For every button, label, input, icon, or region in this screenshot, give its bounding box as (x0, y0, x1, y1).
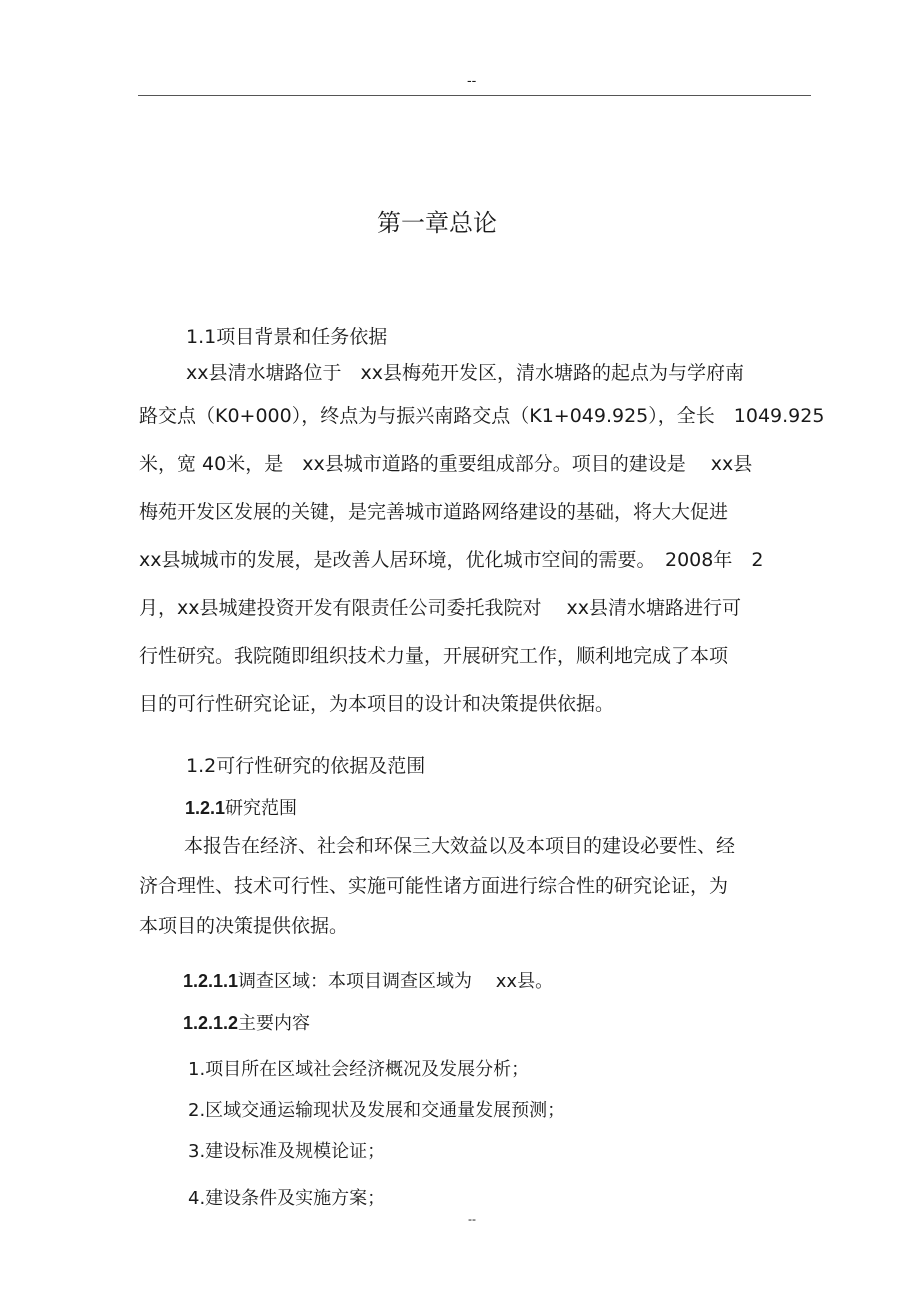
subsection-number: 1.2.1.1 (183, 971, 239, 991)
subsection-1-2-1 (185, 794, 297, 820)
list-item: 1.项目所在区域社会经济概况及发展分析； (188, 1059, 530, 1080)
paragraph-line: xx县城城市的发展，是改善人居环境，优化城市空间的需要。 2008年 2 (139, 549, 764, 571)
list-item: 2.区域交通运输现状及发展和交通量发展预测； (188, 1100, 566, 1121)
paragraph-line: 济合理性、技术可行性、实施可能性诸方面进行综合性的研究论证，为 (139, 875, 729, 897)
paragraph-line: xx县清水塘路位于 xx县梅苑开发区，清水塘路的起点为与学府南 (186, 362, 744, 384)
paragraph-line: 月，xx县城建投资开发有限责任公司委托我院对 xx县清水塘路进行可 (139, 597, 742, 619)
list-item: 3.建设标准及规模论证； (188, 1141, 386, 1162)
chapter-title: 第一章总论 (377, 209, 497, 237)
subsection-number: 1.2.1.2 (183, 1013, 239, 1033)
subsection-1-2-1-1 (183, 967, 553, 993)
header-mark: -- (467, 72, 477, 88)
section-1-1-heading: 1.1项目背景和任务依据 (186, 326, 388, 348)
paragraph-line: 路交点（K0+000），终点为与振兴南路交点（K1+049.925），全长 1049.925 (139, 405, 825, 427)
paragraph-line: 本项目的决策提供依据。 (139, 915, 349, 937)
subsection-label: 研究范围 (225, 798, 298, 819)
subsection-label: 主要内容 (238, 1013, 311, 1034)
paragraph-line: 梅苑开发区发展的关键，是完善城市道路网络建设的基础，将大大促进 (139, 501, 729, 523)
paragraph-line: 米，宽 40米，是 xx县城市道路的重要组成部分。项目的建设是 xx县 (139, 453, 753, 475)
list-item: 4.建设条件及实施方案； (188, 1188, 386, 1209)
subsection-label: 调查区域：本项目调查区域为 xx县。 (238, 971, 554, 992)
footer-mark: -- (468, 1212, 476, 1226)
section-1-2-heading: 1.2可行性研究的依据及范围 (186, 755, 426, 777)
subsection-1-2-1-2 (183, 1009, 310, 1035)
paragraph-line: 目的可行性研究论证，为本项目的设计和决策提供依据。 (139, 693, 615, 715)
paragraph-line: 本报告在经济、社会和环保三大效益以及本项目的建设必要性、经 (184, 835, 736, 857)
subsection-number: 1.2.1 (185, 798, 226, 818)
header-rule (138, 95, 811, 96)
paragraph-line: 行性研究。我院随即组织技术力量，开展研究工作，顺利地完成了本项 (139, 645, 729, 667)
